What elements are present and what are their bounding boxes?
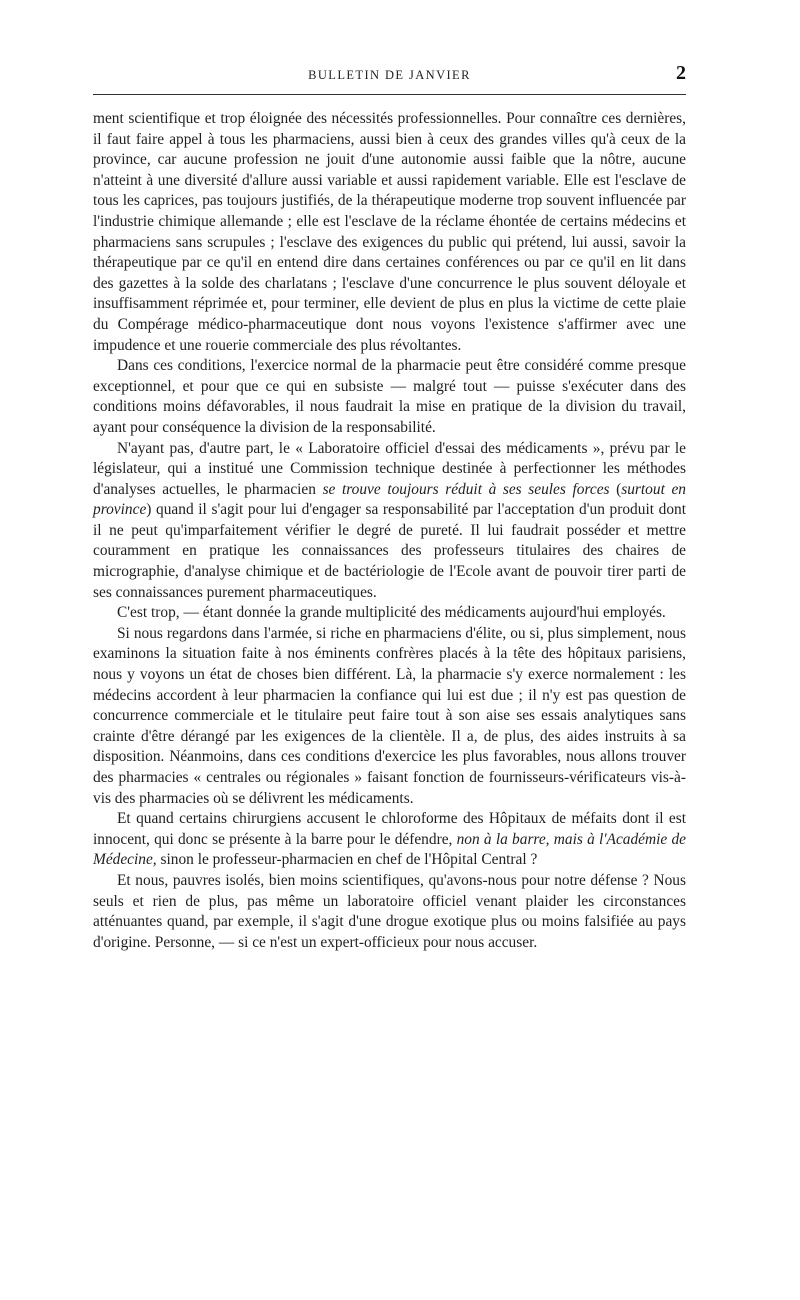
paragraph-3-text-c: ) quand il s'agit pour lui d'engager sa responsabilité par l'acceptation d'un produit dont il ne peut qu'imparfaitement vérifier le degré de pureté. Il lui faudrait posséder et mettre couramment en pratique les connaissances des professeurs titulaires des chaires de micrographie, d'analyse chimique et de bactériologie de l'Ecole avant de pouvoir tirer parti de ses connaissances purement pharmaceutiques. [93,501,686,601]
paragraph-5: Si nous regardons dans l'armée, si riche en pharmaciens d'élite, ou si, plus simplement, nous examinons la situation faite à nos éminents confrères placés à la tête des hôpitaux parisiens, nous y voyons un état de choses bien différent. Là, la pharmacie s'y exerce normalement : les médecins accordent à leur pharmacien la confiance qui lui est due ; il n'y est pas question de concurrence commerciale et le titulaire peut faire tout à son aise ses essais analytiques sans crainte d'être dérangé par les exigences de la clientèle. Il a, de plus, des aides instruits à sa disposition. Néanmoins, dans ces conditions d'exercice les plus favorables, nous allons trouver des pharmacies « centrales ou régionales » faisant fonction de fournisseurs-vérificateurs vis-à-vis des pharmacies où se délivrent les médicaments. [93,624,686,807]
paragraph-3-text-b: ( [609,480,622,498]
paragraph-1: ment scientifique et trop éloignée des nécessités professionnelles. Pour connaître ces dernières, il faut faire appel à tous les pharmaciens, aussi bien à ceux des grandes villes qu'à ceux de la province, car aucune profession ne jouit d'une autonomie aussi faible que la nôtre, aucune n'atteint à une diversité d'allure aussi variable et aussi rapidement variable. Elle est l'esclave de tous les caprices, pas toujours justifiés, de la thérapeutique moderne trop souvent influencée par l'industrie chimique allemande ; elle est l'esclave de la réclame éhontée de certains médecins et pharmaciens sans scrupules ; l'esclave des exigences du public qui prétend, lui aussi, savoir la thérapeutique par ce qu'il en entend dire dans certaines conférences ou par ce qu'il en lit dans des gazettes à la solde des charlatans ; l'esclave d'une concurrence le plus souvent déloyale et insuffisamment réprimée et, pour terminer, elle devient de plus en plus la victime de cette plaie du Compérage médico-pharmaceutique dont nous voyons l'existence s'affirmer avec une impudence et une rouerie commerciale des plus révoltantes. [93,110,686,354]
paragraph-3 [93,439,686,604]
paragraph-3-text-a: N'ayant pas, d'autre part, le « Laboratoire officiel d'essai des médicaments », prévu par le législateur, qui a institué une Commission technique destinée à perfectionner les méthodes d'analyses actuelles, le pharmacien [93,439,686,498]
paragraph-2: Dans ces conditions, l'exercice normal de la pharmacie peut être considéré comme presque exceptionnel, et pour que ce qui en subsiste — malgré tout — puisse s'exécuter dans des conditions moins défavorables, il nous faudrait la mise en pratique de la division du travail, ayant pour conséquence la division de la responsabilité. [93,357,686,436]
document-page [93,58,686,953]
page-header [93,58,686,95]
running-title: BULLETIN DE JANVIER [308,68,471,82]
page-number: 2 [676,62,686,84]
body-text [93,109,686,953]
paragraph-6 [93,809,686,871]
paragraph-6-text-a: Et quand certains chirurgiens accusent le chloroforme des Hôpitaux de méfaits dont il est innocent, qui donc se présente à la barre pour le défendre, [93,810,686,848]
paragraph-3-italic-a: se trouve toujours réduit à ses seules forces [322,480,610,498]
paragraph-4: C'est trop, — étant donnée la grande multiplicité des médicaments aujourd'hui employés. [117,604,666,622]
paragraph-7: Et nous, pauvres isolés, bien moins scientifiques, qu'avons-nous pour notre défense ? Nous seuls et rien de plus, pas même un laboratoire officiel venant plaider les circonstances atténuantes quand, par exemple, il s'agit d'une drogue exotique plus ou moins falsifiée au pays d'origine. Personne, — si ce n'est un expert-officieux pour nous accuser. [93,871,686,951]
paragraph-3-italic-b: surtout en province [93,480,686,519]
paragraph-6-italic: non à la barre, mais à l'Académie de Médecine, [93,830,686,869]
paragraph-6-text-b: sinon le professeur-pharmacien en chef de l'Hôpital Central ? [156,851,538,869]
